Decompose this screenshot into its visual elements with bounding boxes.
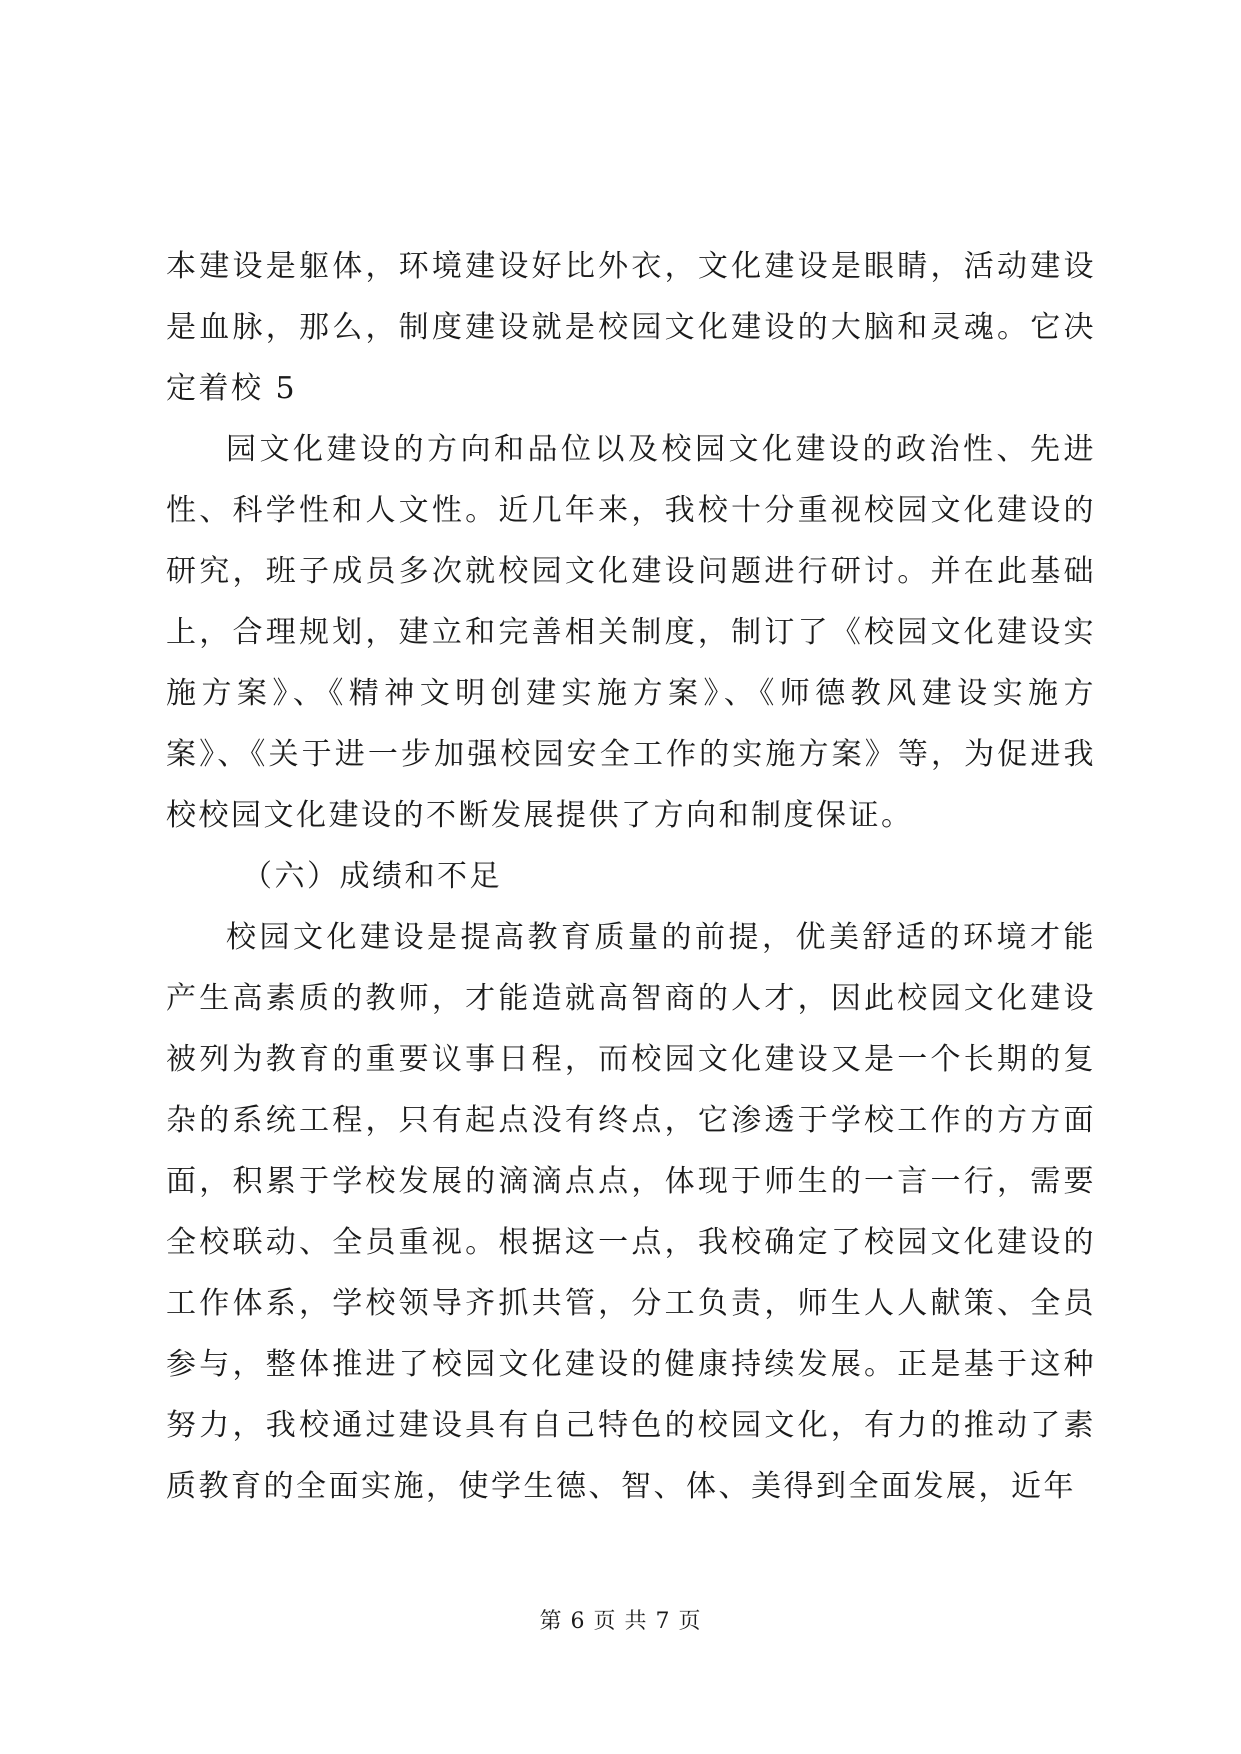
paragraph-1: 本建设是躯体，环境建设好比外衣，文化建设是眼睛，活动建设是血脉，那么，制度建设就是校园文化建设的大脑和灵魂。它决定着校 5	[166, 249, 1096, 406]
paragraph-2: 园文化建设的方向和品位以及校园文化建设的政治性、先进性、科学性和人文性。近几年来，我校十分重视校园文化建设的研究，班子成员多次就校园文化建设问题进行研讨。并在此基础上，合理规划，建立和完善相关制度，制订了《校园文化建设实施方案》、《精神文明创建实施方案》、《师德教风建设实施方案》、《关于进一步加强校园安全工作的实施方案》等，为促进我校校园文化建设的不断发展提供了方向和制度保证。	[166, 432, 1096, 833]
section-heading-6: （六）成绩和不足	[242, 859, 502, 894]
paragraph-3: 校园文化建设是提高教育质量的前提，优美舒适的环境才能产生高素质的教师，才能造就高智商的人才，因此校园文化建设被列为教育的重要议事日程，而校园文化建设又是一个长期的复杂的系统工程，只有起点没有终点，它渗透于学校工作的方方面面，积累于学校发展的滴滴点点，体现于师生的一言一行，需要全校联动、全员重视。根据这一点，我校确定了校园文化建设的工作体系，学校领导齐抓共管，分工负责，师生人人献策、全员参与，整体推进了校园文化建设的健康持续发展。正是基于这种努力，我校通过建设具有自己特色的校园文化，有力的推动了素质教育的全面实施，使学生德、智、体、美得到全面发展，近年	[166, 920, 1096, 1504]
page-footer: 第 6 页 共 7 页	[539, 1609, 702, 1634]
body-text	[166, 236, 1096, 1517]
